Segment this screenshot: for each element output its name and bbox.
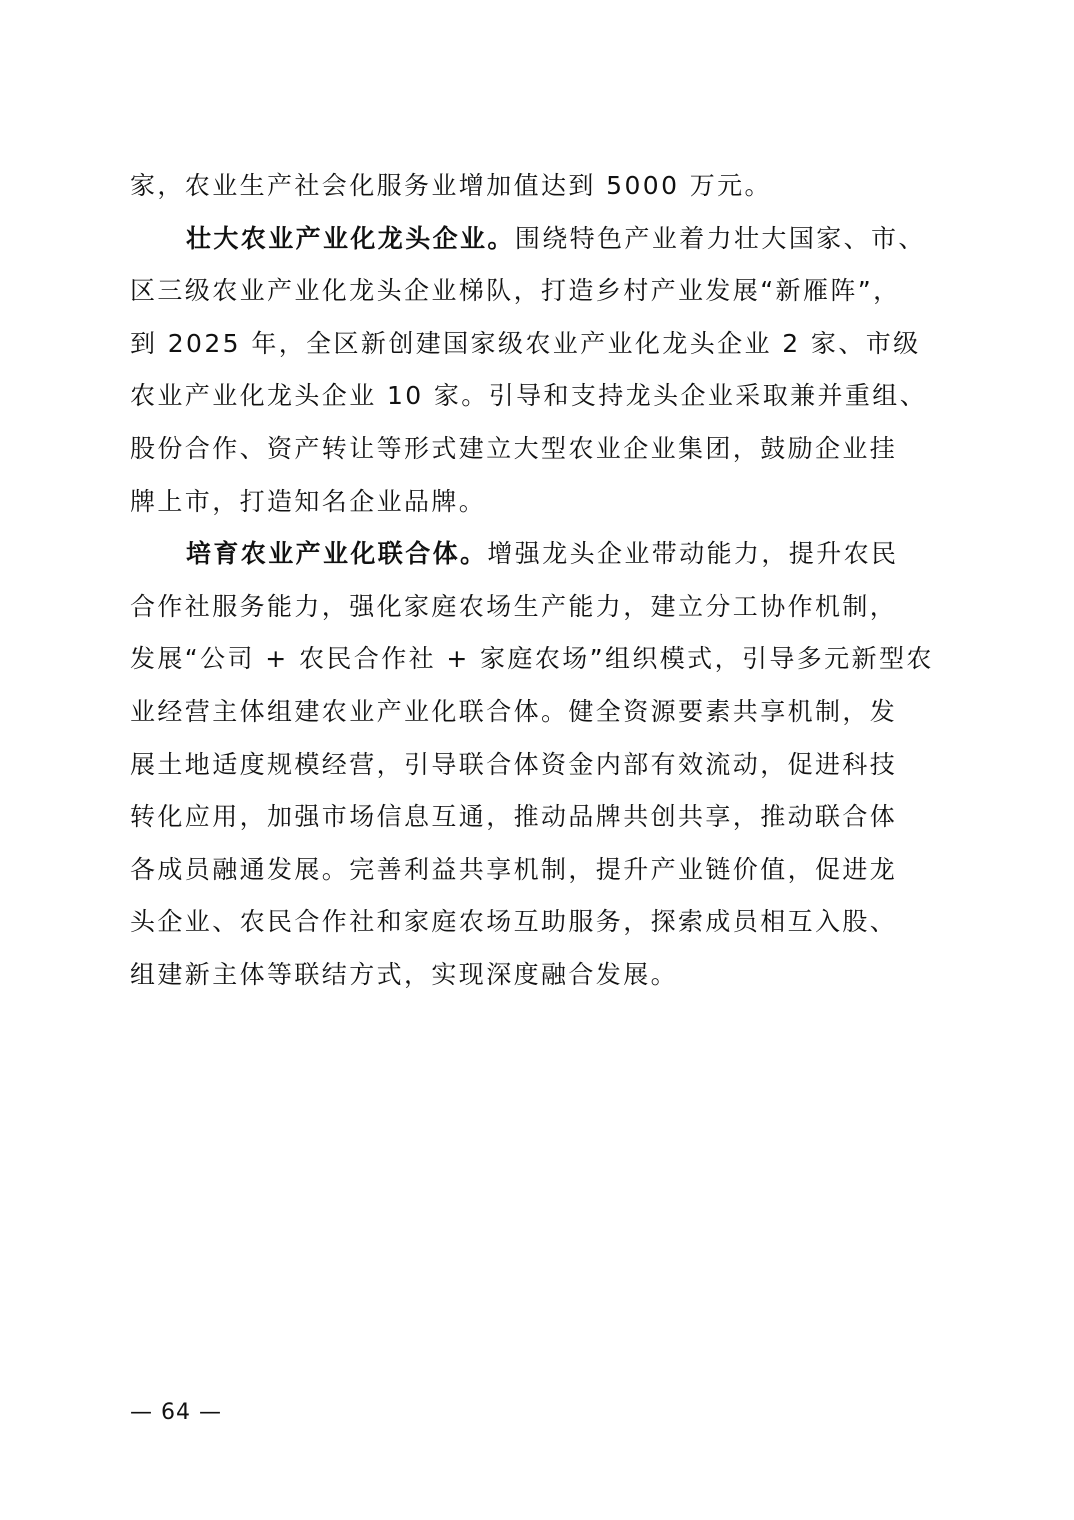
section2-line: 展土地适度规模经营，引导联合体资金内部有效流动，促进科技	[130, 749, 898, 779]
section2-line: 组建新主体等联结方式，实现深度融合发展。	[130, 959, 679, 989]
section2-line: 转化应用，加强市场信息互通，推动品牌共创共享，推动联合体	[130, 802, 898, 832]
section1-line: 股份合作、资产转让等形式建立大型农业企业集团，鼓励企业挂	[130, 433, 898, 463]
paragraph-continuation-line: 家，农业生产社会化服务业增加值达到 5000 万元。	[130, 171, 772, 200]
section1-line: 牌上市，打造知名企业品牌。	[130, 486, 487, 516]
section1-first-line	[130, 213, 944, 266]
section2-line: 合作社服务能力，强化家庭农场生产能力，建立分工协作机制，	[130, 591, 898, 621]
section2-line: 发展“公司 + 农民合作社 + 家庭农场”组织模式，引导多元新型农	[130, 644, 934, 674]
section1-line: 到 2025 年，全区新创建国家级农业产业化龙头企业 2 家、市级	[130, 328, 921, 358]
section2-line: 各成员融通发展。完善利益共享机制，提升产业链价值，促进龙	[130, 854, 898, 884]
section1-first-line-text: 围绕特色产业着力壮大国家、市、	[514, 223, 926, 253]
section2-first-line	[130, 528, 944, 581]
section1-line: 区三级农业产业化龙头企业梯队，打造乡村产业发展“新雁阵”，	[130, 276, 901, 306]
page-number: — 64 —	[130, 1400, 222, 1425]
document-body	[130, 160, 944, 1002]
section1-heading: 壮大农业产业化龙头企业。	[186, 223, 515, 253]
section1-line: 农业产业化龙头企业 10 家。引导和支持龙头企业采取兼并重组、	[130, 381, 928, 411]
section2-heading: 培育农业产业化联合体。	[186, 539, 488, 569]
section2-line: 业经营主体组建农业产业化联合体。健全资源要素共享机制，发	[130, 696, 898, 726]
section2-first-line-text: 增强龙头企业带动能力，提升农民	[487, 539, 899, 569]
section2-line: 头企业、农民合作社和家庭农场互助服务，探索成员相互入股、	[130, 907, 898, 937]
